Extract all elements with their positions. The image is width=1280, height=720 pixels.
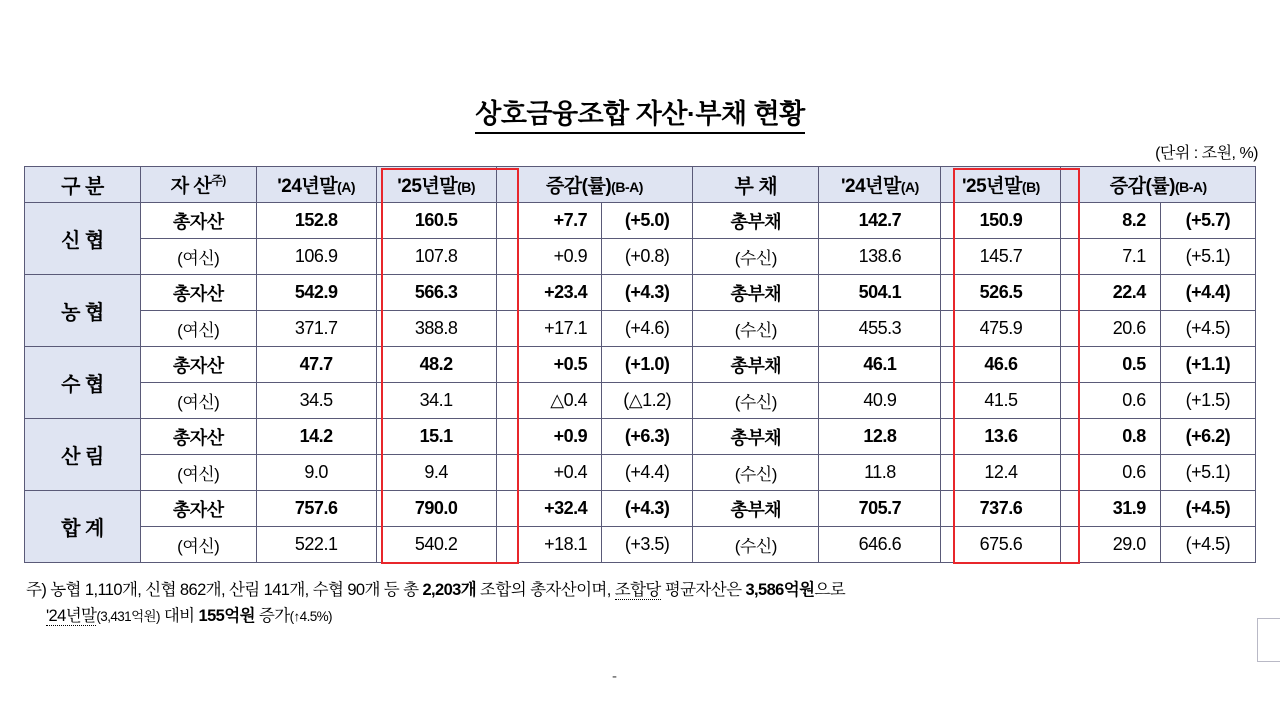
cell-liab-change: 31.9 — [1061, 491, 1160, 527]
row-asset-name: 총자산 — [140, 347, 256, 383]
header-asset-a-label: '24년말 — [277, 176, 338, 197]
cell-asset-b: 15.1 — [376, 419, 496, 455]
footnote-line-1 — [26, 578, 1266, 604]
cell-liab-a: 40.9 — [819, 383, 941, 419]
row-liab-name: (수신) — [693, 239, 819, 275]
table-row — [25, 311, 1256, 347]
cell-asset-change: +0.4 — [496, 455, 602, 491]
cell-liab-a: 12.8 — [819, 419, 941, 455]
footnote-increase-amount: 155억원 — [198, 606, 255, 625]
row-liab-name: 총부채 — [693, 347, 819, 383]
cell-asset-pct: (+0.8) — [602, 239, 693, 275]
table-row — [25, 239, 1256, 275]
cell-asset-a: 34.5 — [256, 383, 376, 419]
cell-asset-b: 160.5 — [376, 203, 496, 239]
cell-liab-change: 8.2 — [1061, 203, 1160, 239]
cell-liab-a: 646.6 — [819, 527, 941, 563]
cell-liab-b: 145.7 — [941, 239, 1061, 275]
footnote-text-1g: 으로 — [814, 581, 846, 599]
row-group-label: 수 협 — [25, 347, 141, 419]
footnote-increase-pct: (↑4.5%) — [289, 608, 332, 624]
cell-asset-a: 14.2 — [256, 419, 376, 455]
cell-asset-pct: (+4.3) — [602, 275, 693, 311]
cell-liab-a: 142.7 — [819, 203, 941, 239]
cell-asset-a: 757.6 — [256, 491, 376, 527]
cell-liab-pct: (+5.1) — [1160, 455, 1255, 491]
cell-asset-a: 522.1 — [256, 527, 376, 563]
footnote-total-count: 2,203개 — [422, 581, 477, 599]
cell-liab-change: 22.4 — [1061, 275, 1160, 311]
row-liab-name: (수신) — [693, 455, 819, 491]
cell-liab-pct: (+5.1) — [1160, 239, 1255, 275]
page-title — [0, 92, 1280, 131]
assets-liabilities-table — [24, 166, 1256, 563]
cell-liab-change: 0.6 — [1061, 383, 1160, 419]
header-asset-col-sup: 주) — [211, 173, 226, 188]
cell-liab-b: 41.5 — [941, 383, 1061, 419]
footnote-text-2e: 증가 — [254, 606, 290, 625]
cell-asset-a: 106.9 — [256, 239, 376, 275]
row-liab-name: 총부채 — [693, 203, 819, 239]
row-liab-name: 총부채 — [693, 419, 819, 455]
table-header-row — [25, 167, 1256, 203]
header-asset-group: 구 분 — [25, 167, 141, 203]
cell-asset-pct: (+4.4) — [602, 455, 693, 491]
cell-liab-change: 29.0 — [1061, 527, 1160, 563]
page-title-text: 상호금융조합 자산·부채 현황 — [475, 99, 804, 134]
cell-liab-pct: (+5.7) — [1160, 203, 1255, 239]
cell-asset-a: 9.0 — [256, 455, 376, 491]
cell-asset-b: 107.8 — [376, 239, 496, 275]
row-liab-name: 총부채 — [693, 491, 819, 527]
footnote-prev-year: '24년말 — [46, 606, 97, 625]
cell-liab-a: 11.8 — [819, 455, 941, 491]
header-liab-change-label: 증감(률) — [1109, 176, 1175, 197]
cell-asset-b: 790.0 — [376, 491, 496, 527]
cell-asset-a: 152.8 — [256, 203, 376, 239]
footnote — [26, 578, 1266, 629]
cell-liab-pct: (+4.5) — [1160, 311, 1255, 347]
cell-liab-pct: (+4.5) — [1160, 491, 1255, 527]
cell-asset-change: △0.4 — [496, 383, 602, 419]
cell-asset-change: +18.1 — [496, 527, 602, 563]
unit-note: (단위 : 조원, %) — [1155, 145, 1258, 162]
table-row — [25, 455, 1256, 491]
header-liab-b-sub: (B) — [1021, 179, 1040, 195]
cell-asset-change: +0.9 — [496, 419, 602, 455]
row-group-label: 신 협 — [25, 203, 141, 275]
footnote-prev-amount: (3,431억원) — [96, 608, 160, 624]
header-liab-change-sub: (B-A) — [1174, 179, 1207, 195]
cell-liab-b: 46.6 — [941, 347, 1061, 383]
footnote-text-1d: 조합당 — [614, 581, 661, 599]
cell-liab-b: 12.4 — [941, 455, 1061, 491]
cell-liab-a: 705.7 — [819, 491, 941, 527]
header-asset-col — [140, 167, 256, 203]
header-liab-change — [1061, 167, 1256, 203]
cell-liab-pct: (+4.4) — [1160, 275, 1255, 311]
row-asset-name: (여신) — [140, 383, 256, 419]
cell-liab-change: 7.1 — [1061, 239, 1160, 275]
cell-asset-b: 34.1 — [376, 383, 496, 419]
row-asset-name: 총자산 — [140, 491, 256, 527]
footnote-text-1e: 평균자산은 — [660, 581, 746, 599]
row-liab-name: (수신) — [693, 311, 819, 347]
cell-liab-pct: (+6.2) — [1160, 419, 1255, 455]
cell-asset-a: 371.7 — [256, 311, 376, 347]
cell-asset-change: +0.5 — [496, 347, 602, 383]
cell-asset-b: 388.8 — [376, 311, 496, 347]
cell-asset-b: 566.3 — [376, 275, 496, 311]
cell-asset-pct: (+1.0) — [602, 347, 693, 383]
header-liab-group: 부 채 — [693, 167, 819, 203]
header-asset-b-label: '25년말 — [397, 176, 458, 197]
cell-asset-a: 47.7 — [256, 347, 376, 383]
table-row-total — [25, 491, 1256, 527]
cell-asset-pct: (+5.0) — [602, 203, 693, 239]
cell-asset-change: +23.4 — [496, 275, 602, 311]
header-liab-b — [941, 167, 1061, 203]
table-row — [25, 419, 1256, 455]
cell-liab-a: 46.1 — [819, 347, 941, 383]
cell-asset-change: +32.4 — [496, 491, 602, 527]
cell-liab-change: 0.8 — [1061, 419, 1160, 455]
header-asset-b-sub: (B) — [457, 179, 476, 195]
cell-liab-b: 737.6 — [941, 491, 1061, 527]
header-liab-a — [819, 167, 941, 203]
cell-asset-b: 540.2 — [376, 527, 496, 563]
footnote-line-2 — [26, 604, 1266, 630]
header-asset-col-label: 자 산 — [170, 176, 212, 197]
footnote-text-1a: 주) 농협 1,110개, 신협 862개, 산림 141개, 수협 90개 등 총 — [26, 581, 423, 599]
cell-liab-pct: (+1.1) — [1160, 347, 1255, 383]
row-liab-name: 총부채 — [693, 275, 819, 311]
cell-liab-b: 675.6 — [941, 527, 1061, 563]
cell-liab-b: 13.6 — [941, 419, 1061, 455]
row-group-label: 농 협 — [25, 275, 141, 347]
cell-liab-pct: (+4.5) — [1160, 527, 1255, 563]
row-group-label: 합 계 — [25, 491, 141, 563]
header-asset-a — [256, 167, 376, 203]
cell-asset-change: +17.1 — [496, 311, 602, 347]
cell-asset-pct: (+4.6) — [602, 311, 693, 347]
cell-liab-b: 475.9 — [941, 311, 1061, 347]
cell-liab-pct: (+1.5) — [1160, 383, 1255, 419]
table-row — [25, 347, 1256, 383]
row-asset-name: 총자산 — [140, 275, 256, 311]
page-marker: - — [612, 668, 617, 685]
row-asset-name: (여신) — [140, 527, 256, 563]
header-asset-change — [496, 167, 693, 203]
cell-asset-pct: (+3.5) — [602, 527, 693, 563]
header-asset-a-sub: (A) — [337, 179, 356, 195]
table-row-total — [25, 527, 1256, 563]
cell-asset-pct: (+4.3) — [602, 491, 693, 527]
footnote-avg-asset: 3,586억원 — [745, 581, 815, 599]
footnote-text-1c: 조합의 총자산이며, — [476, 581, 615, 599]
row-liab-name: (수신) — [693, 383, 819, 419]
cell-liab-a: 138.6 — [819, 239, 941, 275]
cell-liab-change: 0.5 — [1061, 347, 1160, 383]
header-liab-a-label: '24년말 — [841, 176, 901, 197]
cell-liab-change: 20.6 — [1061, 311, 1160, 347]
header-asset-b — [376, 167, 496, 203]
row-asset-name: (여신) — [140, 455, 256, 491]
cell-liab-change: 0.6 — [1061, 455, 1160, 491]
table-row — [25, 383, 1256, 419]
cell-asset-b: 48.2 — [376, 347, 496, 383]
cell-asset-b: 9.4 — [376, 455, 496, 491]
cell-liab-a: 504.1 — [819, 275, 941, 311]
row-asset-name: (여신) — [140, 239, 256, 275]
row-liab-name: (수신) — [693, 527, 819, 563]
cell-liab-b: 526.5 — [941, 275, 1061, 311]
cell-asset-pct: (+6.3) — [602, 419, 693, 455]
header-liab-a-sub: (A) — [900, 179, 919, 195]
cell-asset-a: 542.9 — [256, 275, 376, 311]
header-asset-change-sub: (B-A) — [611, 179, 643, 195]
cell-asset-pct: (△1.2) — [602, 383, 693, 419]
footnote-text-2c: 대비 — [159, 606, 199, 625]
cell-liab-a: 455.3 — [819, 311, 941, 347]
table-row — [25, 203, 1256, 239]
row-asset-name: 총자산 — [140, 419, 256, 455]
cell-asset-change: +0.9 — [496, 239, 602, 275]
cell-liab-b: 150.9 — [941, 203, 1061, 239]
row-asset-name: 총자산 — [140, 203, 256, 239]
cell-asset-change: +7.7 — [496, 203, 602, 239]
header-liab-b-label: '25년말 — [962, 176, 1022, 197]
header-asset-change-label: 증감(률) — [545, 176, 612, 197]
page-corner-decoration — [1257, 618, 1280, 662]
table-row — [25, 275, 1256, 311]
row-group-label: 산 림 — [25, 419, 141, 491]
row-asset-name: (여신) — [140, 311, 256, 347]
